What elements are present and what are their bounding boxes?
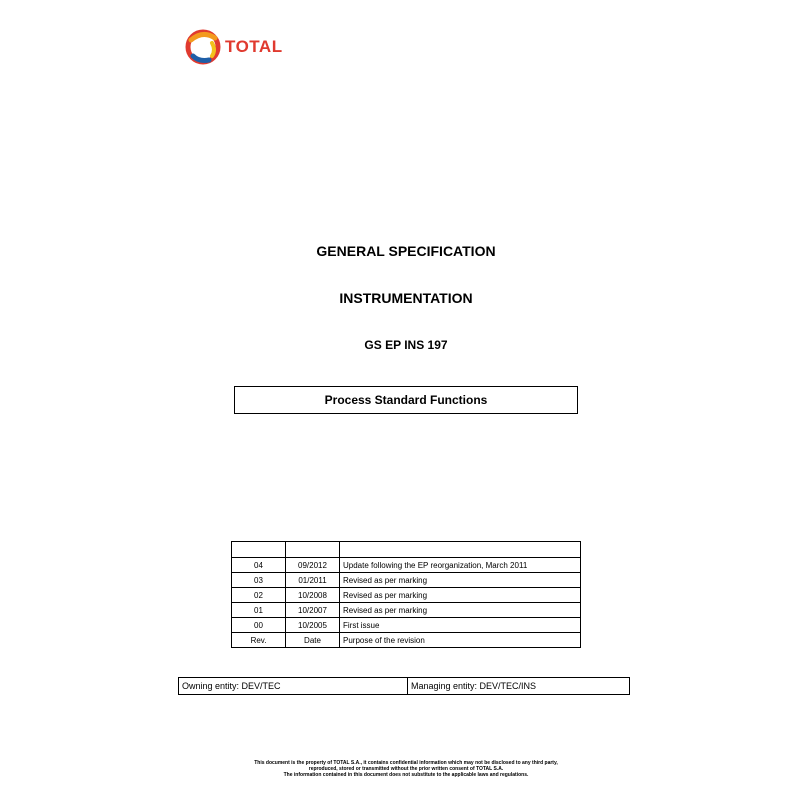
revision-table [231, 541, 581, 648]
table-row [179, 678, 630, 695]
revision-date: 10/2008 [286, 588, 340, 603]
confidentiality-notice [0, 760, 800, 778]
revision-number: 01 [232, 603, 286, 618]
table-row [232, 603, 581, 618]
subject-title: Process Standard Functions [324, 393, 488, 407]
date-column-header: Date [286, 633, 340, 648]
table-row [232, 542, 581, 558]
rev-column-header: Rev. [232, 633, 286, 648]
table-cell [232, 542, 286, 558]
revision-purpose: Revised as per marking [340, 588, 581, 603]
footer-line: This document is the property of TOTAL S.A., it contains confidential information which may not be disclosed to any third party, [254, 760, 558, 766]
table-row [232, 618, 581, 633]
table-header-row [232, 633, 581, 648]
revision-purpose: Revised as per marking [340, 573, 581, 588]
table-cell [340, 542, 581, 558]
revision-purpose: Revised as per marking [340, 603, 581, 618]
subject-box [234, 386, 578, 414]
owning-entity: Owning entity: DEV/TEC [179, 678, 408, 695]
document-code: GS EP INS 197 [364, 338, 448, 352]
footer-line: reproduced, stored or transmitted without the prior written consent of TOTAL S.A. [308, 766, 504, 772]
revision-purpose: Update following the EP reorganization, March 2011 [340, 558, 581, 573]
discipline-title: INSTRUMENTATION [339, 290, 473, 306]
table-row [232, 588, 581, 603]
revision-purpose: First issue [340, 618, 581, 633]
table-cell [286, 542, 340, 558]
table-row [232, 558, 581, 573]
brand-name: TOTAL [225, 37, 283, 56]
footer-line: The information contained in this document does not substitute to the applicable laws and regulations. [283, 772, 529, 778]
revision-number: 03 [232, 573, 286, 588]
revision-number: 02 [232, 588, 286, 603]
revision-number: 00 [232, 618, 286, 633]
table-row [232, 573, 581, 588]
revision-date: 09/2012 [286, 558, 340, 573]
company-logo [185, 27, 283, 67]
total-swirl-logo-icon [185, 28, 221, 66]
document-type-title: GENERAL SPECIFICATION [316, 243, 496, 259]
revision-date: 01/2011 [286, 573, 340, 588]
revision-number: 04 [232, 558, 286, 573]
revision-date: 10/2007 [286, 603, 340, 618]
entity-table [178, 677, 630, 695]
revision-date: 10/2005 [286, 618, 340, 633]
purpose-column-header: Purpose of the revision [340, 633, 581, 648]
managing-entity: Managing entity: DEV/TEC/INS [408, 678, 630, 695]
